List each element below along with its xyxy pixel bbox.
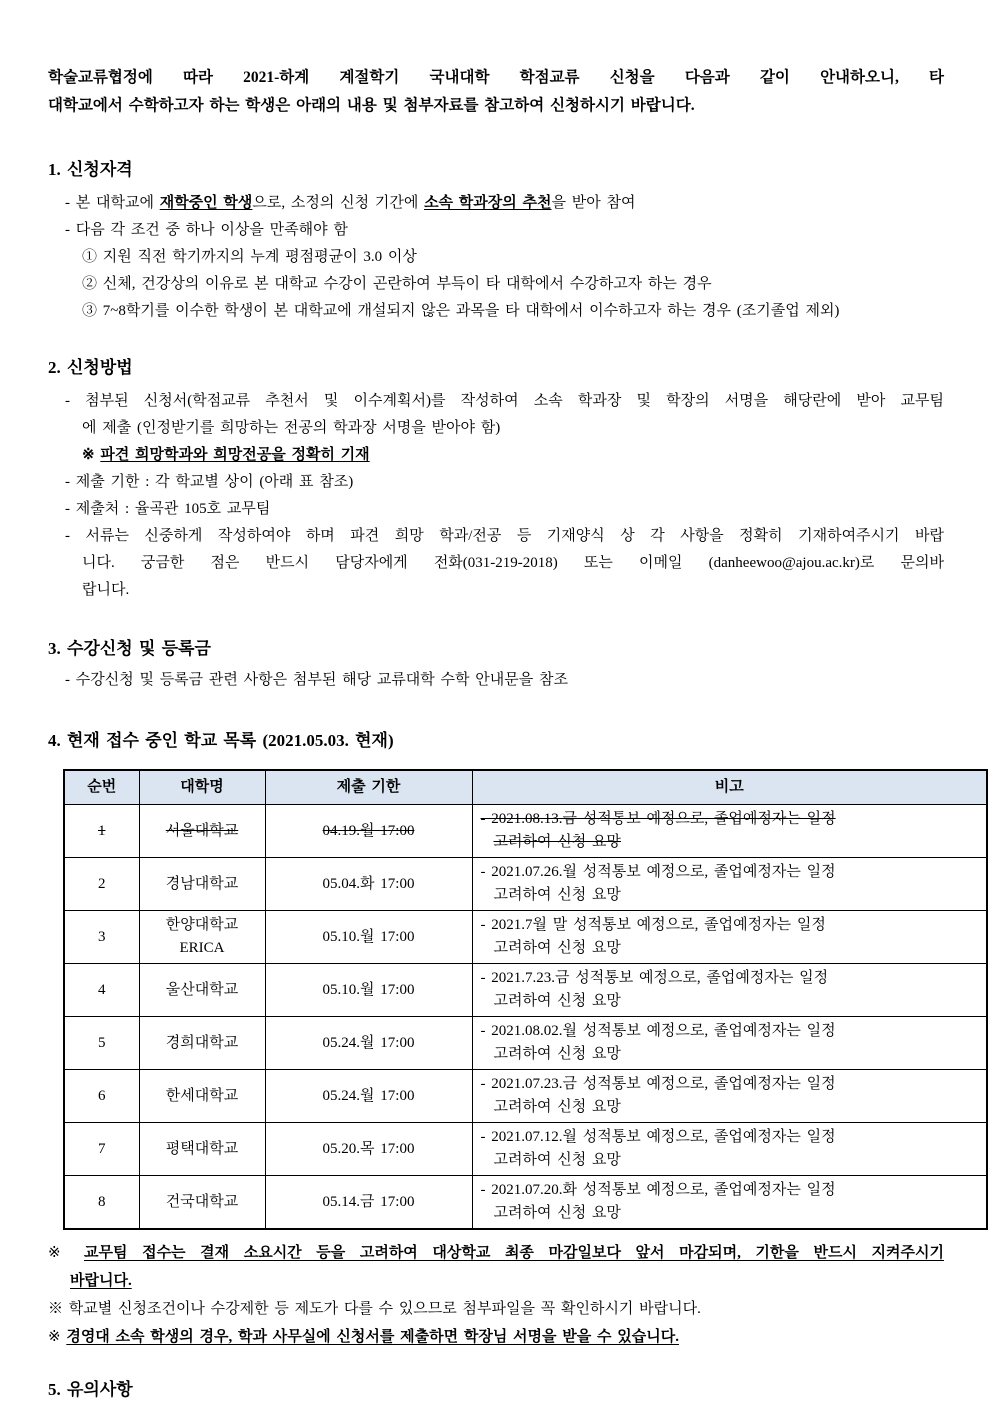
remark-line-2: 고려하여 신청 요망 bbox=[493, 993, 621, 1009]
remark-line-2: 고려하여 신청 요망 bbox=[493, 940, 621, 956]
remark-cell bbox=[472, 805, 987, 858]
apply-item-contact-line-3: 랍니다. bbox=[82, 582, 130, 598]
intro-line-2: 대학교에서 수학하고자 하는 학생은 아래의 내용 및 첨부자료를 참고하여 신청하시기 바랍니다. bbox=[48, 97, 695, 114]
remark-line-1: - 2021.08.13.금 성적통보 예정으로, 졸업예정자는 일정 bbox=[480, 811, 836, 827]
apply-item-deadline: - 제출 기한 : 각 학교별 상이 (아래 표 참조) bbox=[65, 474, 354, 490]
remark-line-2: 고려하여 신청 요망 bbox=[493, 834, 621, 850]
registration-item-1: - 수강신청 및 등록금 관련 사항은 첨부된 해당 교류대학 수학 안내문을 참조 bbox=[65, 672, 568, 688]
remark-cell bbox=[472, 1070, 987, 1123]
eligibility-item-1-post: 을 받아 참여 bbox=[551, 195, 636, 211]
emphasis-enrolled-student: 재학중인 학생 bbox=[159, 195, 253, 211]
remark-cell bbox=[472, 911, 987, 964]
no-cell: 4 bbox=[64, 964, 139, 1017]
intro-line-1: 학술교류협정에 따라 2021-하계 계절학기 국내대학 학점교류 신청을 다음과 같이 안내하오니, 타 bbox=[48, 69, 944, 86]
deadline-cell: 05.24.월 17:00 bbox=[265, 1070, 472, 1123]
column-header-university: 대학명 bbox=[139, 770, 265, 805]
remark-line-1: - 2021.07.12.월 성적통보 예정으로, 졸업예정자는 일정 bbox=[480, 1129, 836, 1145]
apply-item-1-line-2: 에 제출 (인정받기를 희망하는 전공의 학과장 서명을 받아야 함) bbox=[82, 420, 501, 436]
no-cell: 5 bbox=[64, 1017, 139, 1070]
eligibility-item-1-text: - 본 대학교에 bbox=[65, 195, 160, 211]
footnote-check-attachment-text: 학교별 신청조건이나 수강제한 등 제도가 다를 수 있으므로 첨부파일을 꼭 확인하시기 바랍니다. bbox=[68, 1301, 701, 1317]
remark-cell bbox=[472, 1176, 987, 1230]
university-cell: 평택대학교 bbox=[139, 1123, 265, 1176]
table-row-hanyang-erica bbox=[64, 911, 987, 964]
reference-mark: ※ bbox=[48, 1301, 64, 1317]
eligibility-item-1-mid: 으로, 소정의 신청 기간에 bbox=[252, 195, 425, 211]
no-cell: 3 bbox=[64, 911, 139, 964]
deadline-cell: 05.10.월 17:00 bbox=[265, 911, 472, 964]
apply-method-list bbox=[48, 388, 944, 604]
remark-line-2: 고려하여 신청 요망 bbox=[493, 1152, 621, 1168]
column-header-no: 순번 bbox=[64, 770, 139, 805]
table-row-kyunghee bbox=[64, 1017, 987, 1070]
section-title-precautions: 5. 유의사항 bbox=[48, 1380, 133, 1399]
university-cell: 경희대학교 bbox=[139, 1017, 265, 1070]
emphasis-dept-head-recommendation: 소속 학과장의 추천 bbox=[424, 195, 552, 211]
remark-line-1: - 2021.7월 말 성적통보 예정으로, 졸업예정자는 일정 bbox=[480, 917, 826, 933]
eligibility-item-2: - 다음 각 조건 중 하나 이상을 만족해야 함 bbox=[65, 222, 348, 238]
reference-mark: ※ bbox=[82, 447, 95, 463]
university-cell: 울산대학교 bbox=[139, 964, 265, 1017]
remark-cell bbox=[472, 964, 987, 1017]
table-row-seoul bbox=[64, 805, 987, 858]
eligibility-condition-1: ① 지원 직전 학기까지의 누계 평점평균이 3.0 이상 bbox=[82, 249, 417, 265]
section-title-school-list: 4. 현재 접수 중인 학교 목록 (2021.05.03. 현재) bbox=[48, 731, 394, 750]
table-row-ulsan bbox=[64, 964, 987, 1017]
apply-item-contact-line-2: 니다. 궁금한 점은 반드시 담당자에게 전화(031-219-2018) 또는 이메일 (danheewoo@ajou.ac.kr)로 문의바 bbox=[82, 555, 944, 571]
eligibility-item-1 bbox=[48, 190, 944, 217]
remark-cell bbox=[472, 1123, 987, 1176]
remark-line-1: - 2021.08.02.월 성적통보 예정으로, 졸업예정자는 일정 bbox=[480, 1023, 836, 1039]
university-cell: 한세대학교 bbox=[139, 1070, 265, 1123]
deadline-cell: 05.20.목 17:00 bbox=[265, 1123, 472, 1176]
column-header-remark: 비고 bbox=[472, 770, 987, 805]
apply-item-place: - 제출처 : 율곡관 105호 교무팀 bbox=[65, 501, 271, 517]
no-cell: 7 bbox=[64, 1123, 139, 1176]
apply-note-major bbox=[48, 442, 944, 469]
remark-line-1: - 2021.7.23.금 성적통보 예정으로, 졸업예정자는 일정 bbox=[480, 970, 829, 986]
eligibility-condition-3: ③ 7~8학기를 이수한 학생이 본 대학교에 개설되지 않은 과목을 타 대학에서 이수하고자 하는 경우 (조기졸업 제외) bbox=[82, 303, 840, 319]
footnote-business-school-text: 경영대 소속 학생의 경우, 학과 사무실에 신청서를 제출하면 학장님 서명을 받을 수 있습니다. bbox=[66, 1329, 679, 1345]
remark-cell bbox=[472, 858, 987, 911]
apply-note-major-text: 파견 희망학과와 희망전공을 정확히 기재 bbox=[100, 447, 370, 463]
deadline-cell: 05.14.금 17:00 bbox=[265, 1176, 472, 1230]
remark-line-1: - 2021.07.20.화 성적통보 예정으로, 졸업예정자는 일정 bbox=[480, 1182, 836, 1198]
footnote-deadline-warning-text-2: 바랍니다. bbox=[70, 1273, 132, 1289]
table-row-hansei bbox=[64, 1070, 987, 1123]
footnote-deadline-warning bbox=[48, 1239, 944, 1295]
section-title-registration: 3. 수강신청 및 등록금 bbox=[48, 639, 211, 658]
remark-line-2: 고려하여 신청 요망 bbox=[493, 887, 621, 903]
table-row-kyungnam bbox=[64, 858, 987, 911]
university-cell: 한양대학교 ERICA bbox=[139, 911, 265, 964]
footnote-check-attachment bbox=[48, 1295, 944, 1323]
deadline-cell: 05.04.화 17:00 bbox=[265, 858, 472, 911]
table-row-pyeongtaek bbox=[64, 1123, 987, 1176]
section-title-eligibility: 1. 신청자격 bbox=[48, 160, 133, 179]
deadline-cell: 04.19.월 17:00 bbox=[265, 805, 472, 858]
school-list-table bbox=[63, 769, 988, 1230]
no-cell: 2 bbox=[64, 858, 139, 911]
remark-line-1: - 2021.07.26.월 성적통보 예정으로, 졸업예정자는 일정 bbox=[480, 864, 836, 880]
no-cell: 1 bbox=[64, 805, 139, 858]
reference-mark: ※ bbox=[48, 1329, 61, 1345]
remark-line-1: - 2021.07.23.금 성적통보 예정으로, 졸업예정자는 일정 bbox=[480, 1076, 836, 1092]
apply-item-1-line-1: - 첨부된 신청서(학점교류 추천서 및 이수계획서)를 작성하여 소속 학과장 및 학장의 서명을 해당란에 받아 교무팀 bbox=[65, 393, 944, 409]
university-cell: 건국대학교 bbox=[139, 1176, 265, 1230]
remark-line-2: 고려하여 신청 요망 bbox=[493, 1099, 621, 1115]
remark-line-2: 고려하여 신청 요망 bbox=[493, 1046, 621, 1062]
no-cell: 8 bbox=[64, 1176, 139, 1230]
apply-item-1 bbox=[48, 388, 944, 442]
table-row-konkuk bbox=[64, 1176, 987, 1230]
reference-mark: ※ bbox=[48, 1245, 70, 1261]
apply-item-contact bbox=[48, 523, 944, 604]
footnote-business-school bbox=[48, 1323, 944, 1351]
university-cell: 서울대학교 bbox=[139, 805, 265, 858]
footnote-deadline-warning-text: 교무팀 접수는 결재 소요시간 등을 고려하여 대상학교 최종 마감일보다 앞서 마감되며, 기한을 반드시 지켜주시기 bbox=[84, 1245, 945, 1261]
eligibility-condition-2: ② 신체, 건강상의 이유로 본 대학교 수강이 곤란하여 부득이 타 대학에서 수강하고자 하는 경우 bbox=[82, 276, 712, 292]
deadline-cell: 05.24.월 17:00 bbox=[265, 1017, 472, 1070]
remark-cell bbox=[472, 1017, 987, 1070]
apply-item-contact-line-1: - 서류는 신중하게 작성하여야 하며 파견 희망 학과/전공 등 기재양식 상 각 사항을 정확히 기재하여주시기 바랍 bbox=[65, 528, 944, 544]
section-title-how-to-apply: 2. 신청방법 bbox=[48, 358, 133, 377]
intro-paragraph bbox=[48, 64, 944, 120]
no-cell: 6 bbox=[64, 1070, 139, 1123]
university-cell: 경남대학교 bbox=[139, 858, 265, 911]
remark-line-2: 고려하여 신청 요망 bbox=[493, 1205, 621, 1221]
eligibility-list bbox=[48, 190, 944, 325]
table-header-row bbox=[64, 770, 987, 805]
column-header-deadline: 제출 기한 bbox=[265, 770, 472, 805]
deadline-cell: 05.10.월 17:00 bbox=[265, 964, 472, 1017]
